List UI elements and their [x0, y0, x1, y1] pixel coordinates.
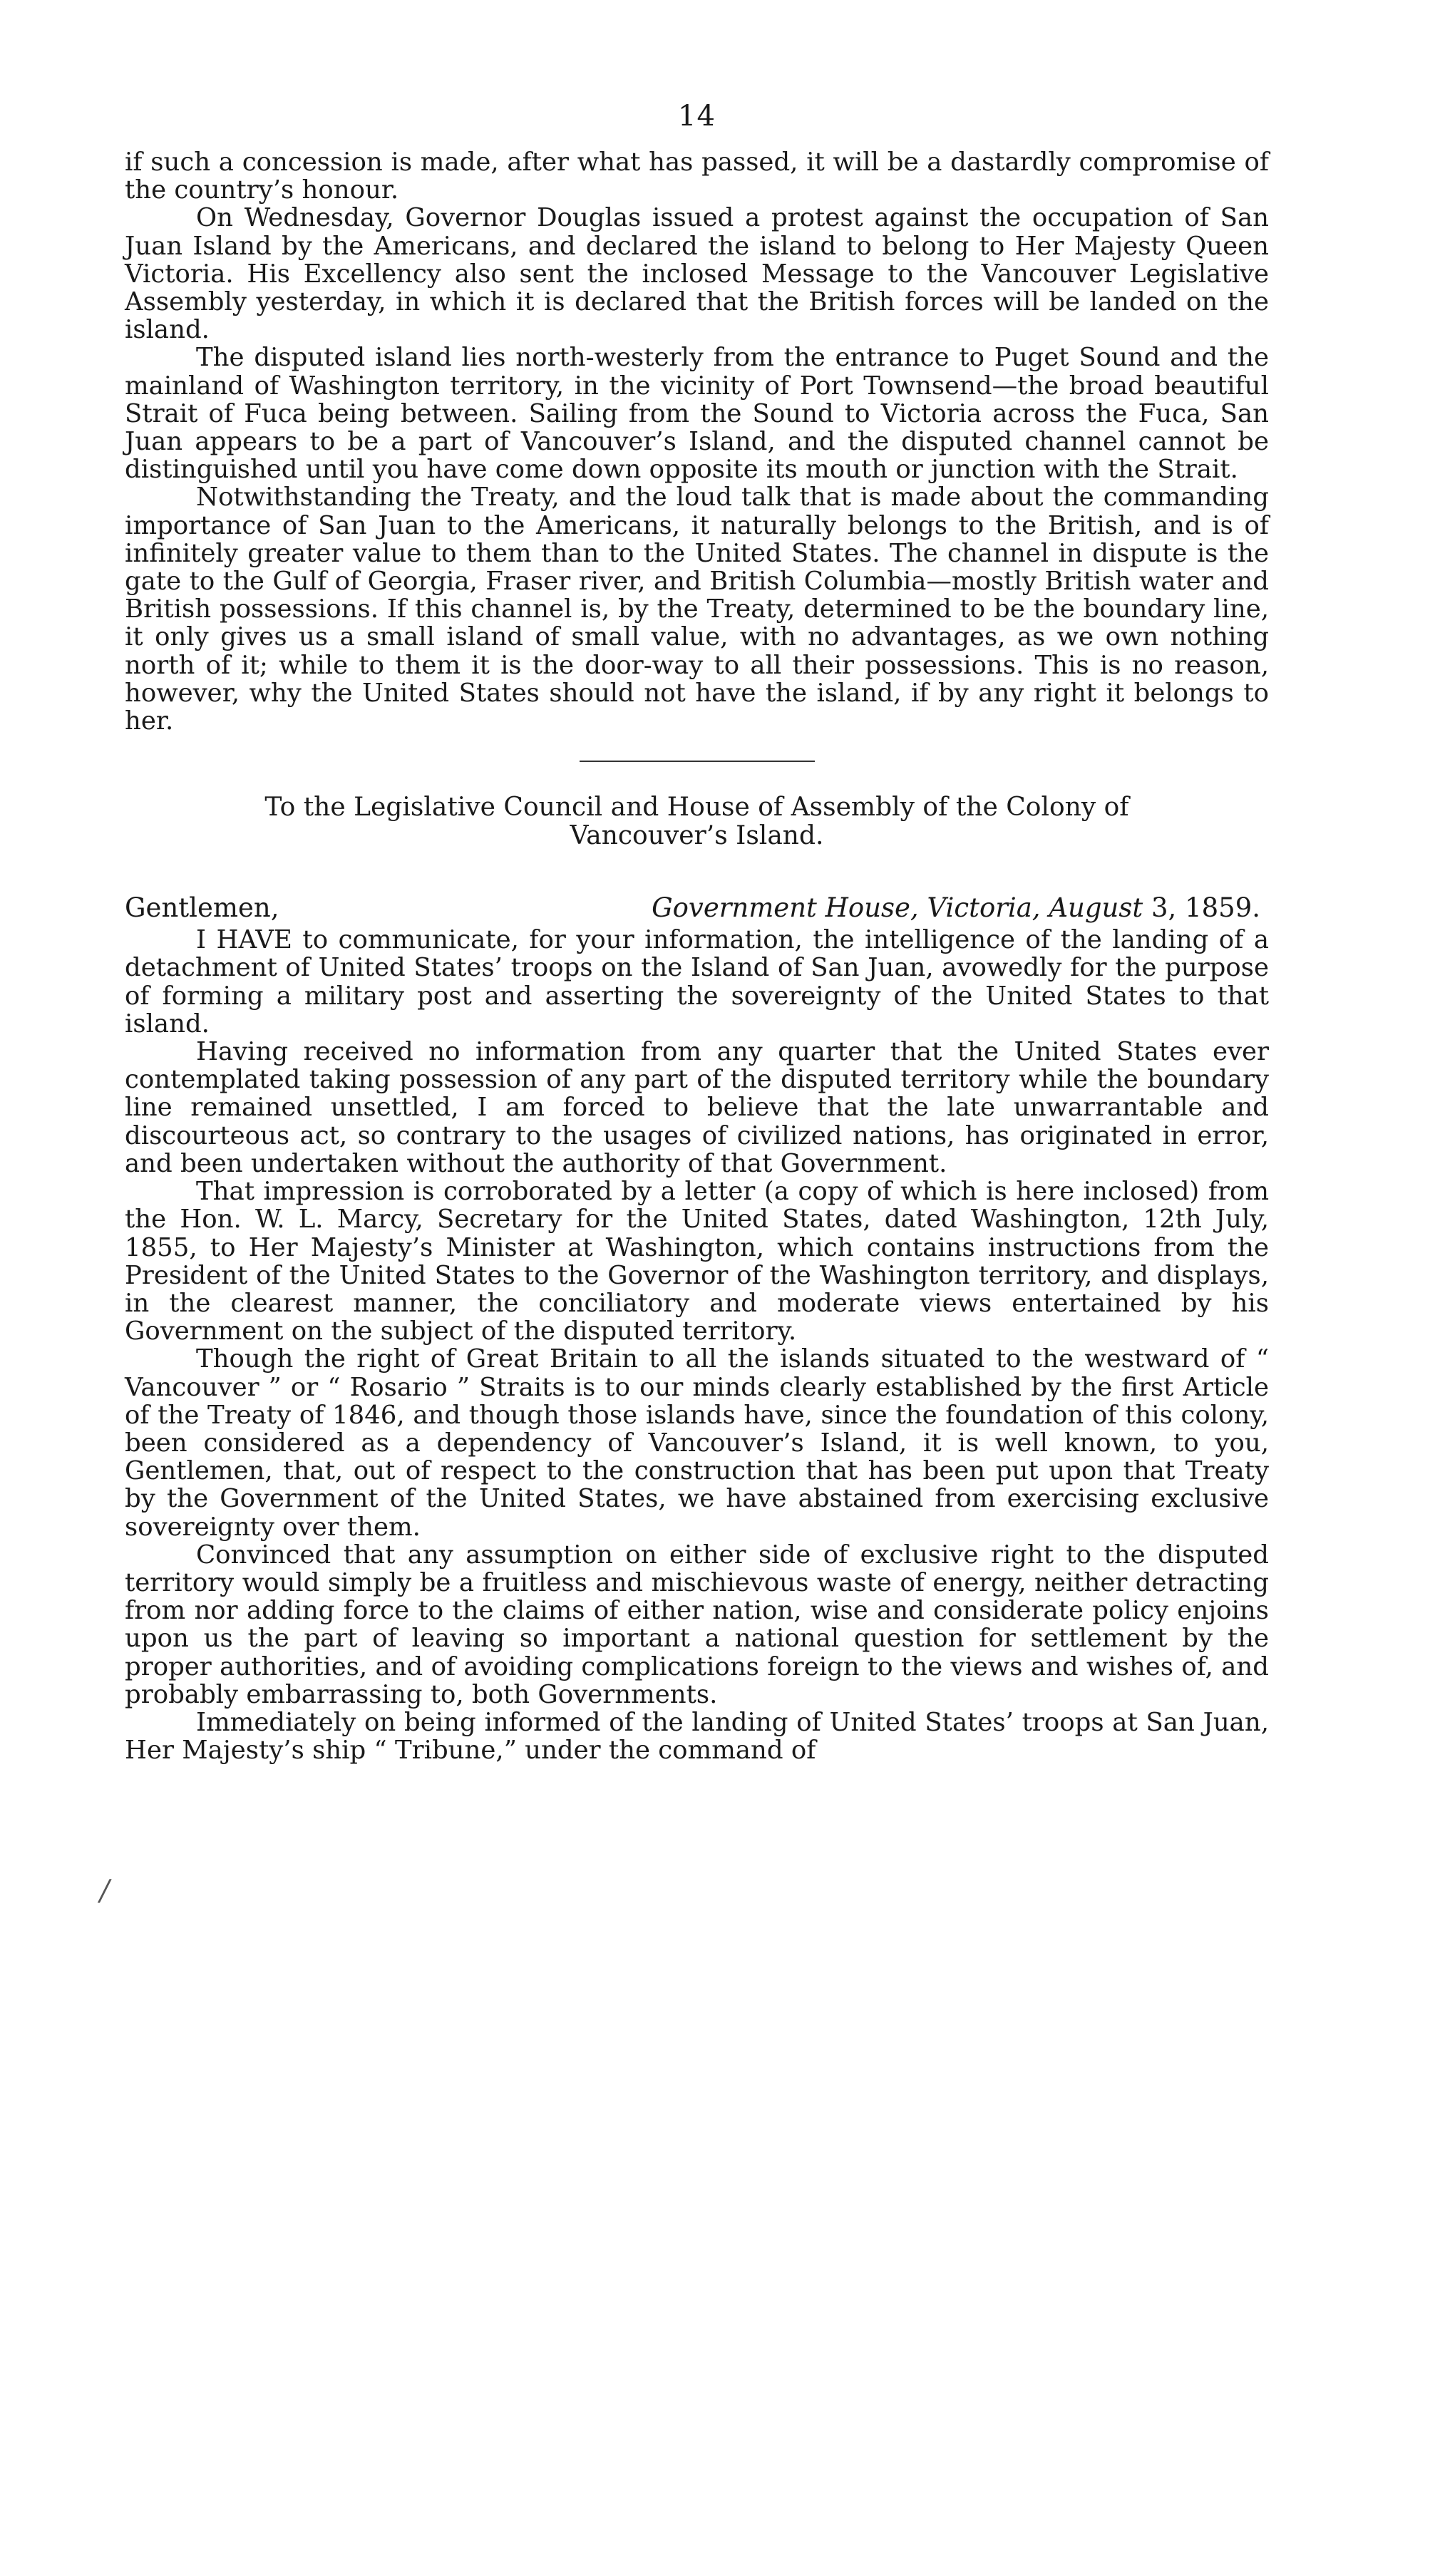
dateline-place: Government House, Victoria, August: [652, 892, 1143, 924]
section-divider: [580, 761, 815, 762]
salutation: Gentlemen,: [125, 892, 279, 924]
dateline: [652, 893, 1260, 923]
paragraph: Though the right of Great Britain to all the islands situated to the westward of “ Vancouver ” or “ Rosario ” Straits is to our minds clearly established by the first Article of the Treaty of 1846, and though those islands have, since the foundation of this colony, been considered as a dependency of Vancouver’s Island, it is well known, to you, Gentlemen, that, out of respect to the construction that has been put upon that Treaty by the Government of the United States, we have abstained from exercising exclusive sovereignty over them.: [125, 1344, 1269, 1542]
paragraph: I HAVE to communicate, for your information, the intelligence of the landing of a detachment of United States’ troops on the Island of San Juan, avowedly for the purpose of forming a military post and asserting the sovereignty of the United States to that island.: [125, 925, 1269, 1039]
page-number: 14: [678, 100, 716, 133]
margin-pencil-mark: /: [100, 1875, 110, 1907]
paragraph-continuation: if such a concession is made, after what has passed, it will be a dastardly compromise of the country’s honour.: [125, 148, 1269, 205]
paragraph: Having received no information from any quarter that the United States ever contemplated taking possession of any part of the disputed territory while the boundary line remained unsettled, I am forced to believe that the late unwarrantable and discourteous act, so contrary to the usages of civilized nations, has originated in error, and been undertaken without the authority of that Government.: [125, 1037, 1269, 1178]
letter-heading-line: To the Legislative Council and House of Assembly of the Colony of: [264, 793, 1129, 823]
dateline-date: 3, 1859.: [1143, 892, 1260, 924]
letter-heading: [125, 793, 1269, 850]
paragraph: Notwithstanding the Treaty, and the loud talk that is made about the commanding importance of San Juan to the Americans, it naturally belongs to the British, and is of infinitely greater value to them than to the United States. The channel in dispute is the gate to the Gulf of Georgia, Fraser river, and British Columbia—mostly British water and British possessions. If this channel is, by the Treaty, determined to be the boundary line, it only gives us a small island of small value, with no advantages, as we own nothing north of it; while to them it is the door-way to all their possessions. This is no reason, however, why the United States should not have the island, if by any right it belongs to her.: [125, 483, 1269, 736]
paragraph: The disputed island lies north-westerly from the entrance to Puget Sound and the mainland of Washington territory, in the vicinity of Port Townsend—the broad beautiful Strait of Fuca being between. Sailing from the Sound to Victoria across the Fuca, San Juan appears to be a part of Vancouver’s Island, and the disputed channel cannot be distinguished until you have come down opposite its mouth or junction with the Strait.: [125, 343, 1269, 485]
paragraph: That impression is corroborated by a letter (a copy of which is here inclosed) from the Hon. W. L. Marcy, Secretary for the United States, dated Washington, 12th July, 1855, to Her Majesty’s Minister at Washington, which contains instructions from the President of the United States to the Governor of the Washington territory, and displays, in the clearest manner, the conciliatory and moderate views entertained by his Government on the subject of the disputed territory.: [125, 1177, 1269, 1346]
paragraph: Convinced that any assumption on either side of exclusive right to the disputed territory would simply be a fruitless and mischievous waste of energy, neither detracting from nor adding force to the claims of either nation, wise and considerate policy enjoins upon us the part of leaving so important a national question for settlement by the proper authorities, and of avoiding complications foreign to the views and wishes of, and probably embarrassing to, both Governments.: [125, 1540, 1269, 1709]
paragraph: On Wednesday, Governor Douglas issued a protest against the occupation of San Juan Island by the Americans, and declared the island to belong to Her Majesty Queen Victoria. His Excellency also sent the inclosed Message to the Vancouver Legislative Assembly yesterday, in which it is declared that the British forces will be landed on the island.: [125, 203, 1269, 345]
paragraph: Immediately on being informed of the landing of United States’ troops at San Juan, Her Majesty’s ship “ Tribune,” under the command of: [125, 1707, 1269, 1766]
salutation-row: [125, 893, 1269, 923]
letter-heading-line: Vancouver’s Island.: [570, 821, 824, 851]
document-page: [125, 100, 1269, 1764]
